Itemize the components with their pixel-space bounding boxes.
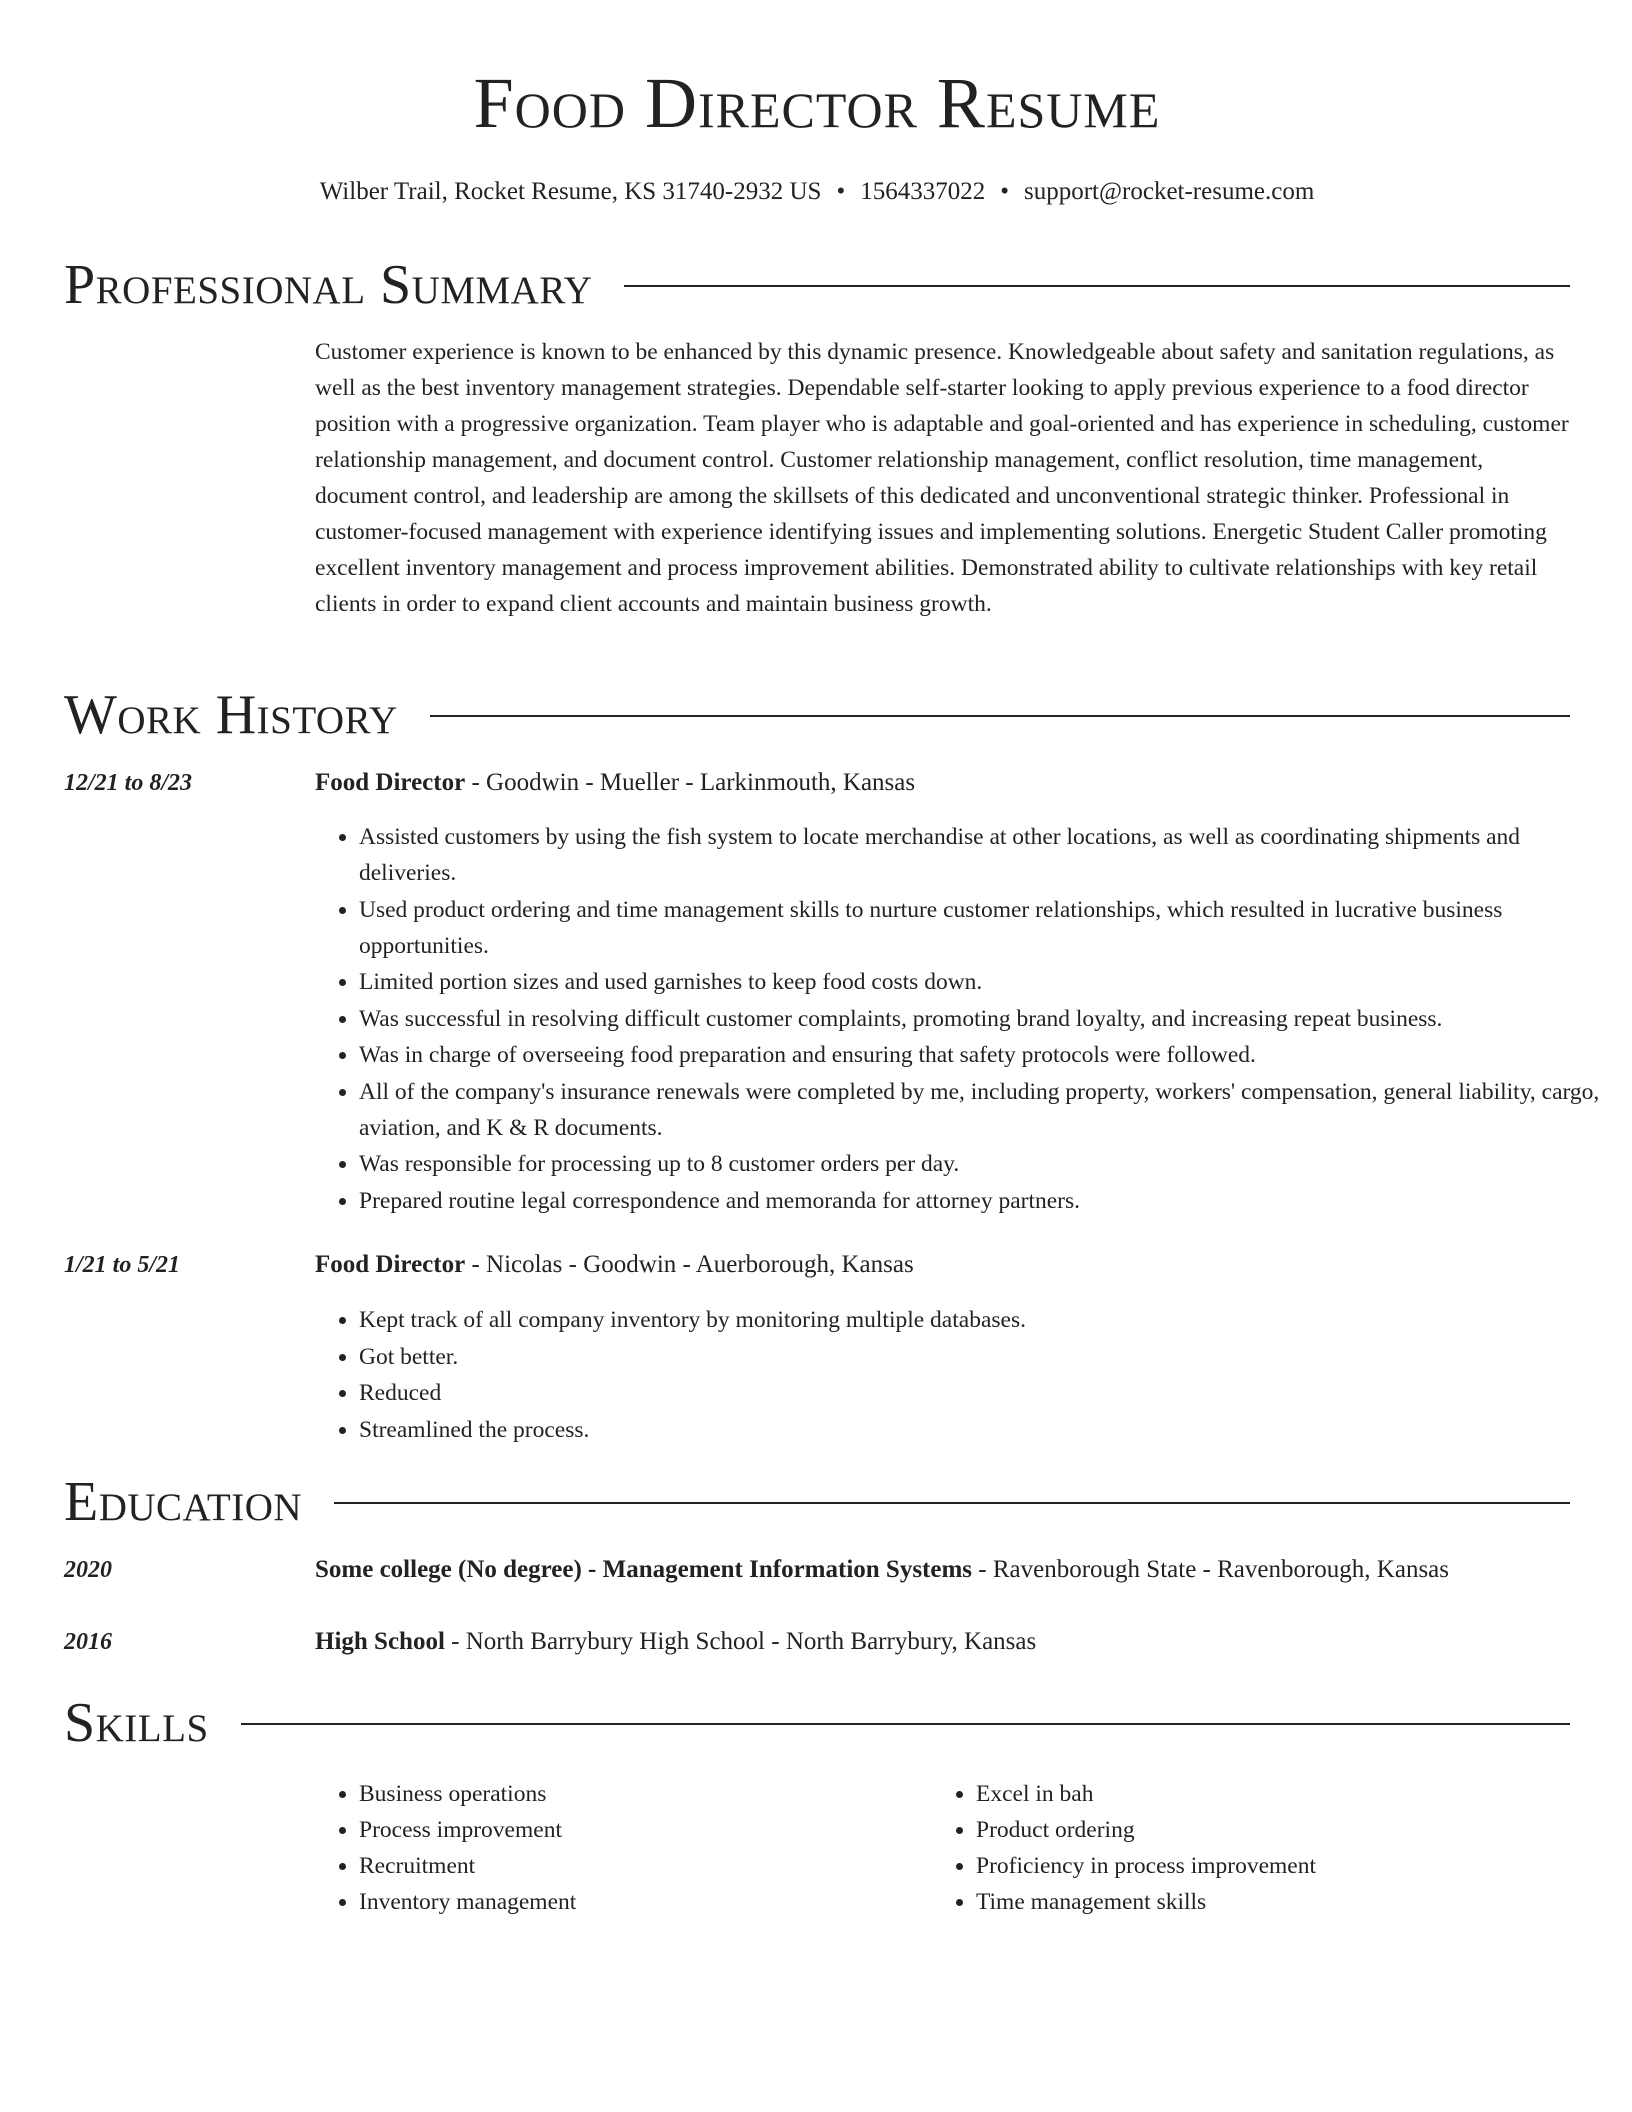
list-item: • Assisted customers by using the fish system to locate merchandise at other locations, as well as coordinating shipments and deliveries. <box>359 819 1615 891</box>
list-item: • All of the company's insurance renewals were completed by me, including property, workers' compensation, general liability, cargo, aviation, and K & R documents. <box>359 1074 1615 1146</box>
skill-item: • Proficiency in process improvement <box>976 1848 1596 1884</box>
job-title: Food Director <box>315 1251 466 1278</box>
contact-separator: • <box>1000 178 1009 205</box>
job-bullets <box>315 819 1615 1219</box>
work-section-header <box>64 682 1570 748</box>
list-item: • Streamlined the process. <box>359 1412 1615 1448</box>
job-details: - Goodwin - Mueller - Larkinmouth, Kansas <box>465 769 916 796</box>
work-heading: Work History <box>64 684 398 746</box>
skill-item: • Inventory management <box>359 1884 939 1920</box>
skill-item: • Time management skills <box>976 1884 1596 1920</box>
education-details: - North Barrybury High School - North Barrybury, Kansas <box>444 1628 1037 1655</box>
list-item: • Prepared routine legal correspondence and memoranda for attorney partners. <box>359 1183 1615 1219</box>
job-header <box>315 1247 914 1283</box>
list-item: • Reduced <box>359 1375 1615 1411</box>
phone: 1564337022 <box>860 178 986 205</box>
skills-list-right <box>932 1776 1596 1920</box>
job-title: Food Director <box>315 769 466 796</box>
skill-item: • Product ordering <box>976 1812 1596 1848</box>
resume-title: Food Director Resume <box>473 63 1161 143</box>
address: Wilber Trail, Rocket Resume, KS 31740-2932 US <box>319 178 822 205</box>
education-details: - Ravenborough State - Ravenborough, Kansas <box>972 1556 1450 1583</box>
skills-list-left <box>315 1776 939 1920</box>
skill-item: • Business operations <box>359 1776 939 1812</box>
job-header <box>315 765 915 801</box>
email: support@rocket-resume.com <box>1024 178 1315 205</box>
education-degree: High School <box>315 1628 445 1655</box>
education-header <box>315 1624 1036 1660</box>
section-divider <box>334 1502 1570 1504</box>
resume-page <box>64 0 1600 1915</box>
summary-section-header <box>64 252 1570 318</box>
education-degree: Some college (No degree) - Management Information Systems <box>315 1556 973 1583</box>
skill-item: • Excel in bah <box>976 1776 1596 1812</box>
summary-text: Customer experience is known to be enhanced by this dynamic presence. Knowledgeable about safety and sanitation regulations, as well as the best inventory management strategies. Dependable self-starter looking to apply previous experience to a food director position with a progressive organization. Team player who is adaptable and goal-oriented and has experience in scheduling, customer relationship management, and document control. Customer relationship management, conflict resolution, time management, document control, and leadership are among the skillsets of this dedicated and unconventional strategic thinker. Professional in customer-focused management with experience identifying issues and implementing solutions. Energetic Student Caller promoting excellent inventory management and process improvement abilities. Demonstrated ability to cultivate relationships with key retail clients in order to expand client accounts and maintain business growth. <box>315 339 1569 617</box>
job-details: - Nicolas - Goodwin - Auerborough, Kansas <box>465 1251 914 1278</box>
contact-line <box>64 176 1570 208</box>
section-divider <box>241 1723 1570 1725</box>
education-year: 2020 <box>64 1557 112 1583</box>
skills-heading: Skills <box>64 1692 209 1754</box>
list-item: • Got better. <box>359 1339 1615 1375</box>
list-item: • Kept track of all company inventory by monitoring multiple databases. <box>359 1302 1615 1338</box>
list-item: • Was responsible for processing up to 8 customer orders per day. <box>359 1146 1615 1182</box>
summary-heading: Professional Summary <box>64 254 593 316</box>
list-item: • Was successful in resolving difficult customer complaints, promoting brand loyalty, and increasing repeat business. <box>359 1001 1615 1037</box>
section-divider <box>430 715 1570 717</box>
list-item: • Used product ordering and time management skills to nurture customer relationships, which resulted in lucrative business opportunities. <box>359 892 1615 964</box>
skills-section-header <box>64 1690 1570 1756</box>
contact-separator: • <box>836 178 846 205</box>
education-heading: Education <box>64 1471 303 1533</box>
skill-item: • Process improvement <box>359 1812 939 1848</box>
list-item: • Limited portion sizes and used garnishes to keep food costs down. <box>359 964 1615 1000</box>
list-item: • Was in charge of overseeing food preparation and ensuring that safety protocols were followed. <box>359 1037 1615 1073</box>
skill-item: • Recruitment <box>359 1848 939 1884</box>
job-bullets <box>315 1302 1615 1448</box>
job-dates: 1/21 to 5/21 <box>64 1252 181 1278</box>
education-year: 2016 <box>64 1629 112 1655</box>
education-section-header <box>64 1469 1570 1535</box>
job-dates: 12/21 to 8/23 <box>64 770 193 796</box>
education-header <box>315 1552 1449 1588</box>
section-divider <box>624 285 1570 287</box>
